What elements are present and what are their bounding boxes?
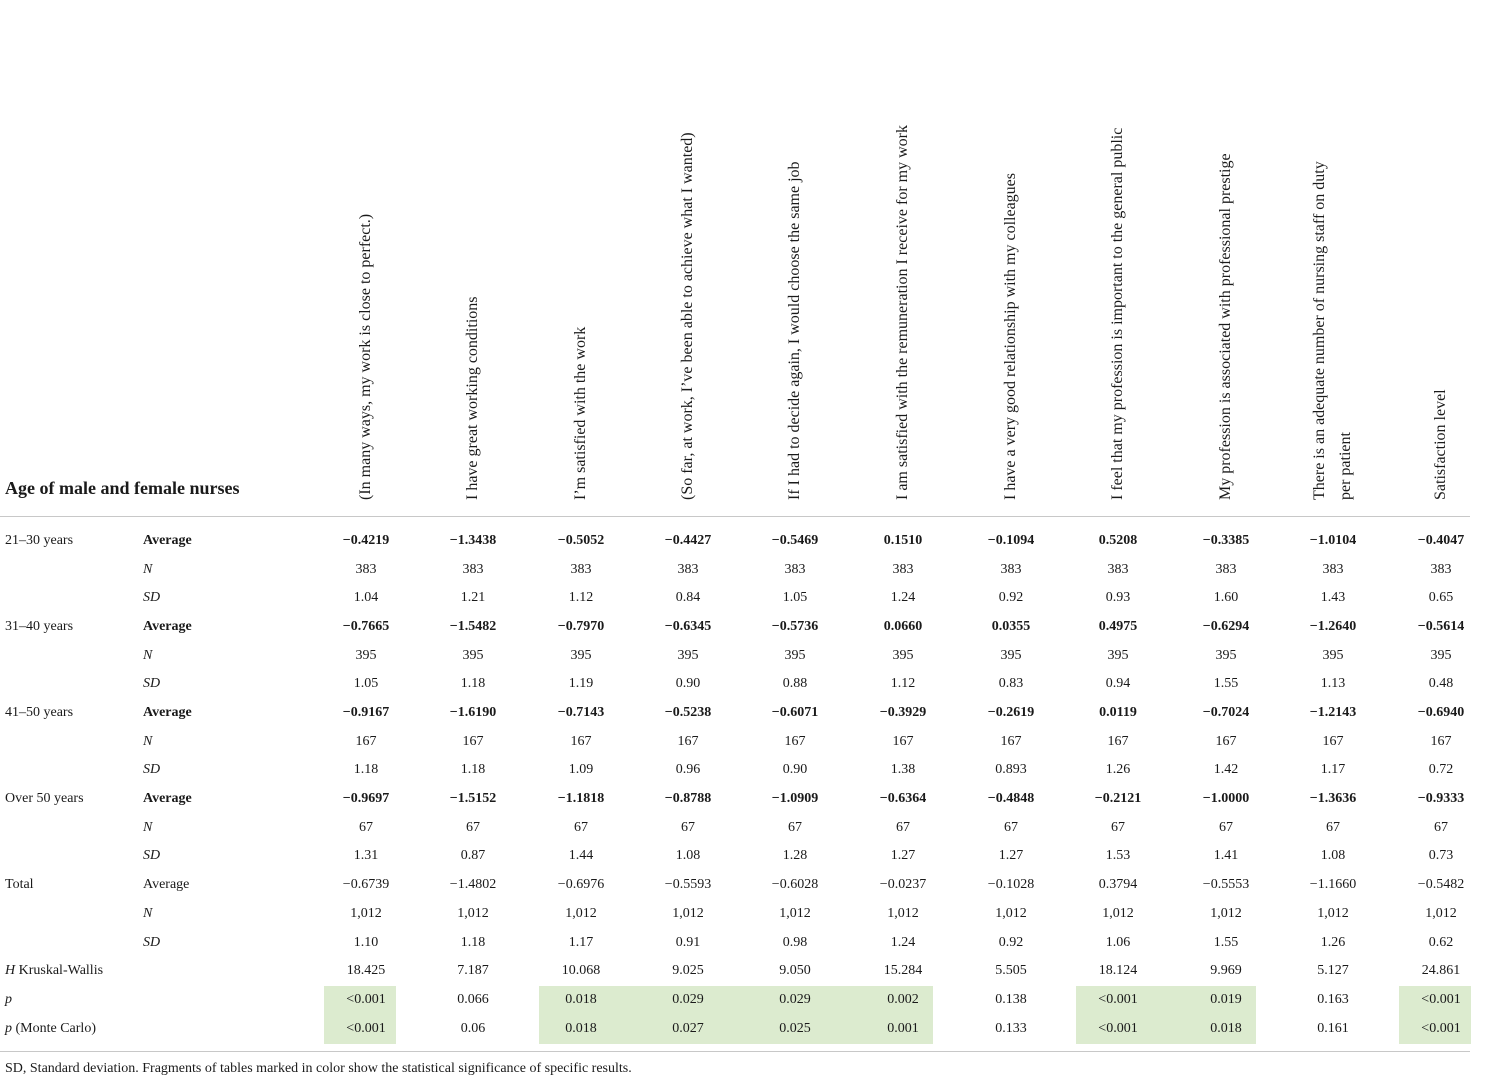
table-cell: 1.12: [890, 676, 916, 692]
table-cell: 67: [1434, 819, 1448, 835]
table-cell: 0.92: [998, 590, 1024, 606]
table-cell: 0.90: [782, 762, 808, 778]
table-cell: 395: [677, 647, 699, 663]
table-cell: 18.425: [346, 963, 386, 979]
table-cell: 0.48: [1428, 676, 1454, 692]
table-cell: 5.505: [995, 963, 1027, 979]
table-cell: <0.001: [1421, 991, 1461, 1007]
table-cell: −1.5482: [449, 619, 497, 635]
table-cell: 0.0355: [991, 619, 1031, 635]
table-cell: 1.42: [1213, 762, 1239, 778]
table-cell: −1.1818: [557, 791, 605, 807]
table-cell: −0.6976: [557, 877, 605, 893]
table-cell: 1.27: [998, 848, 1024, 864]
table-cell: 9.050: [779, 963, 811, 979]
table-cell: 1.12: [568, 590, 594, 606]
table-cell: −0.5238: [664, 705, 712, 721]
table-cell: 1.19: [568, 676, 594, 692]
table-cell: 0.84: [675, 590, 701, 606]
table-cell: −0.6028: [771, 877, 819, 893]
table-cell: 383: [1000, 561, 1022, 577]
table-cell: 1,012: [457, 905, 489, 921]
table-cell: 1.26: [1105, 762, 1131, 778]
table-cell: 395: [570, 647, 592, 663]
table-cell: <0.001: [346, 991, 386, 1007]
table-cell: 0.161: [1317, 1020, 1349, 1036]
table-cell: 383: [677, 561, 699, 577]
table-cell: 383: [1430, 561, 1452, 577]
table-cell: 1.21: [460, 590, 486, 606]
row-label: N: [143, 819, 153, 835]
column-header: I have a very good relationship with my colleagues: [1002, 172, 1019, 500]
table-cell: 1.53: [1105, 848, 1131, 864]
table-cell: 0.06: [460, 1020, 486, 1036]
table-cell: −0.9167: [342, 705, 390, 721]
row-label: N: [143, 905, 153, 921]
table-cell: 0.163: [1317, 991, 1349, 1007]
table-cell: 167: [1430, 733, 1452, 749]
table-cell: 0.002: [887, 991, 919, 1007]
age-group-label: 21–30 years: [5, 533, 74, 548]
column-header: I feel that my profession is important to the general public: [1109, 127, 1126, 500]
row-label: SD: [143, 762, 161, 778]
table-cell: 1.41: [1213, 848, 1239, 864]
table-cell: −1.0000: [1202, 791, 1250, 807]
table-cell: −0.2121: [1094, 791, 1142, 807]
table-cell: 383: [1215, 561, 1237, 577]
table-cell: 0.98: [782, 934, 808, 950]
table-cell: 1.13: [1320, 676, 1346, 692]
table-cell: 395: [1000, 647, 1022, 663]
table-cell: 9.025: [672, 963, 704, 979]
table-cell: 0.019: [1210, 991, 1242, 1007]
column-header: Satisfaction level: [1432, 389, 1449, 500]
table-cell: 7.187: [457, 963, 489, 979]
stat-name: (Monte Carlo): [12, 1020, 96, 1036]
table-cell: 0.62: [1428, 934, 1454, 950]
column-header: (So far, at work, I’ve been able to achieve what I wanted): [679, 132, 696, 500]
table-cell: 167: [1107, 733, 1129, 749]
table-cell: 67: [1326, 819, 1340, 835]
table-cell: 167: [462, 733, 484, 749]
age-group-label: Total: [5, 877, 34, 893]
table-cell: −0.5736: [771, 619, 819, 635]
table-cell: 383: [1107, 561, 1129, 577]
table-cell: −0.2619: [987, 705, 1035, 721]
table-cell: −0.5482: [1417, 877, 1465, 893]
table-cell: 0.018: [1210, 1020, 1242, 1036]
table-cell: −0.6345: [664, 619, 712, 635]
table-cell: 0.066: [457, 991, 489, 1007]
row-label: Average: [143, 791, 192, 807]
stat-name: Kruskal-Wallis: [15, 963, 104, 979]
table-cell: 18.124: [1098, 963, 1138, 979]
table-cell: 0.91: [675, 934, 701, 950]
table-cell: −0.7024: [1202, 705, 1250, 721]
stat-symbol: p: [5, 1020, 12, 1036]
table-cell: 383: [570, 561, 592, 577]
table-cell: 0.0660: [883, 619, 923, 635]
stat-symbol: H: [5, 963, 16, 979]
table-cell: 1,012: [887, 905, 919, 921]
table-cell: 395: [1107, 647, 1129, 663]
table-cell: 67: [359, 819, 373, 835]
table-cell: 1.44: [568, 848, 594, 864]
table-cell: 1.26: [1320, 934, 1346, 950]
table-cell: −0.5052: [557, 533, 605, 548]
row-label: Average: [143, 619, 192, 635]
table-cell: 1.04: [353, 590, 379, 606]
table-cell: 0.3794: [1098, 877, 1138, 893]
table-cell: −0.7970: [557, 619, 605, 635]
table-cell: 1.60: [1213, 590, 1239, 606]
table-cell: 1,012: [1102, 905, 1134, 921]
age-group-label: 41–50 years: [5, 705, 74, 721]
table-cell: 1.18: [460, 762, 486, 778]
table-cell: 167: [892, 733, 914, 749]
table-cell: 24.861: [1421, 963, 1461, 979]
table-cell: 383: [892, 561, 914, 577]
table-cell: −1.0104: [1309, 533, 1357, 548]
stat-symbol: p: [5, 991, 12, 1007]
row-label: N: [143, 733, 153, 749]
table-cell: 1,012: [565, 905, 597, 921]
table-cell: 0.5208: [1098, 533, 1138, 548]
table-cell: 167: [1000, 733, 1022, 749]
table-cell: −0.5553: [1202, 877, 1250, 893]
table-cell: 67: [681, 819, 695, 835]
table-cell: 1.09: [568, 762, 594, 778]
table-cell: −0.8788: [664, 791, 712, 807]
table-cell: 5.127: [1317, 963, 1349, 979]
table-cell: 15.284: [883, 963, 923, 979]
header-divider: [0, 516, 1470, 517]
table-cell: 1.18: [353, 762, 379, 778]
table-cell: 167: [570, 733, 592, 749]
table-cell: 1,012: [350, 905, 382, 921]
table-cell: 9.969: [1210, 963, 1242, 979]
table-cell: 1,012: [1317, 905, 1349, 921]
table-cell: 0.893: [995, 762, 1027, 778]
table-cell: 1.17: [568, 934, 594, 950]
table-cell: 167: [1215, 733, 1237, 749]
table-cell: 67: [1004, 819, 1018, 835]
table-cell: −0.9697: [342, 791, 390, 807]
table-cell: 395: [1430, 647, 1452, 663]
table-cell: −1.6190: [449, 705, 497, 721]
table-cell: 0.027: [672, 1020, 704, 1036]
table-cell: 395: [784, 647, 806, 663]
table-cell: 67: [896, 819, 910, 835]
column-header: I am satisfied with the remuneration I receive for my work: [894, 125, 911, 500]
table-cell: 1.05: [782, 590, 808, 606]
row-label: N: [143, 561, 153, 577]
column-header: If I had to decide again, I would choose the same job: [786, 161, 803, 500]
table-cell: 1,012: [672, 905, 704, 921]
table-cell: <0.001: [1098, 991, 1138, 1007]
table-cell: 1.55: [1213, 676, 1239, 692]
column-header: (In many ways, my work is close to perfect.): [357, 213, 374, 500]
table-cell: −0.4848: [987, 791, 1035, 807]
table-cell: −1.0909: [771, 791, 819, 807]
table-cell: 1.31: [353, 848, 379, 864]
table-corner-title: Age of male and female nurses: [5, 478, 240, 498]
row-label: Average: [143, 705, 192, 721]
table-cell: −0.4219: [342, 533, 390, 548]
row-label: SD: [143, 590, 161, 606]
table-cell: 0.138: [995, 991, 1027, 1007]
table-cell: 0.018: [565, 991, 597, 1007]
table-cell: 383: [1322, 561, 1344, 577]
table-cell: −0.6294: [1202, 619, 1250, 635]
table-cell: −1.2143: [1309, 705, 1357, 721]
table-cell: 1,012: [779, 905, 811, 921]
table-cell: −1.5152: [449, 791, 497, 807]
table-cell: 395: [1322, 647, 1344, 663]
column-header: There is an adequate number of nursing staff on duty: [1311, 161, 1328, 500]
table-cell: 67: [1111, 819, 1125, 835]
table-cell: 1.28: [782, 848, 808, 864]
stat-label: [5, 962, 103, 980]
table-cell: 0.90: [675, 676, 701, 692]
table-cell: −0.6071: [771, 705, 819, 721]
table-cell: 67: [1219, 819, 1233, 835]
table-cell: −0.9333: [1417, 791, 1465, 807]
table-cell: 1.17: [1320, 762, 1346, 778]
table-cell: 1.08: [1320, 848, 1346, 864]
table-cell: 0.87: [460, 848, 486, 864]
table-cell: −0.3385: [1202, 533, 1250, 548]
table-cell: −0.0237: [879, 877, 927, 893]
table-cell: 395: [355, 647, 377, 663]
table-cell: 167: [784, 733, 806, 749]
table-cell: 67: [574, 819, 588, 835]
table-cell: −1.1660: [1309, 877, 1357, 893]
table-cell: 0.025: [779, 1020, 811, 1036]
table-cell: −1.3636: [1309, 791, 1357, 807]
table-cell: 0.93: [1105, 590, 1131, 606]
table-cell: 0.4975: [1098, 619, 1138, 635]
table-cell: 1.24: [890, 590, 916, 606]
stat-label: [5, 1020, 96, 1038]
table-cell: 1.05: [353, 676, 379, 692]
age-group-label: Over 50 years: [5, 791, 84, 807]
table-cell: −0.6940: [1417, 705, 1465, 721]
table-cell: 1.55: [1213, 934, 1239, 950]
column-header: I have great working conditions: [464, 296, 481, 500]
table-cell: 0.88: [782, 676, 808, 692]
bottom-divider: [0, 1051, 1470, 1052]
age-group-label: 31–40 years: [5, 619, 74, 635]
table-cell: −1.3438: [449, 533, 497, 548]
table-cell: 167: [355, 733, 377, 749]
table-cell: 1.18: [460, 934, 486, 950]
table-cell: 0.133: [995, 1020, 1027, 1036]
table-cell: −0.5614: [1417, 619, 1465, 635]
table-cell: <0.001: [1098, 1020, 1138, 1036]
table-cell: 383: [355, 561, 377, 577]
table-cell: 1.08: [675, 848, 701, 864]
table-cell: −1.2640: [1309, 619, 1357, 635]
table-cell: −0.3929: [879, 705, 927, 721]
table-cell: 395: [1215, 647, 1237, 663]
table-cell: 0.1510: [883, 533, 923, 548]
row-label: Average: [143, 877, 190, 893]
table-cell: 0.029: [672, 991, 704, 1007]
table-cell: 0.029: [779, 991, 811, 1007]
table-cell: 0.73: [1428, 848, 1454, 864]
table-cell: <0.001: [1421, 1020, 1461, 1036]
table-cell: 0.018: [565, 1020, 597, 1036]
table-cell: −0.4047: [1417, 533, 1465, 548]
table-cell: 67: [788, 819, 802, 835]
table-cell: 0.65: [1428, 590, 1454, 606]
table-cell: −0.1028: [987, 877, 1035, 893]
table-cell: 0.72: [1428, 762, 1454, 778]
column-header: My profession is associated with professional prestige: [1217, 153, 1234, 500]
table-cell: 395: [462, 647, 484, 663]
table-cell: 1,012: [1210, 905, 1242, 921]
table-cell: 0.83: [998, 676, 1024, 692]
table-cell: −0.6739: [342, 877, 390, 893]
table-cell: 383: [784, 561, 806, 577]
table-cell: −0.7665: [342, 619, 390, 635]
table-cell: 167: [1322, 733, 1344, 749]
table-cell: 67: [466, 819, 480, 835]
table-cell: 395: [892, 647, 914, 663]
stat-label: [5, 991, 12, 1009]
table-cell: 1.43: [1320, 590, 1346, 606]
row-label: Average: [143, 533, 192, 548]
table-cell: 1.06: [1105, 934, 1131, 950]
table-cell: 1.27: [890, 848, 916, 864]
table-cell: 1.24: [890, 934, 916, 950]
table-cell: 1.38: [890, 762, 916, 778]
table-cell: 10.068: [561, 963, 601, 979]
table-cell: −0.6364: [879, 791, 927, 807]
table-cell: 0.94: [1105, 676, 1131, 692]
table-cell: −1.4802: [449, 877, 497, 893]
table-cell: −0.5469: [771, 533, 819, 548]
table-cell: −0.4427: [664, 533, 712, 548]
column-header: per patient: [1337, 432, 1354, 500]
table-cell: 1.18: [460, 676, 486, 692]
table-cell: 383: [462, 561, 484, 577]
table-cell: 0.0119: [1099, 705, 1137, 721]
table-cell: 167: [677, 733, 699, 749]
row-label: N: [143, 647, 153, 663]
row-label: SD: [143, 934, 161, 950]
column-header: I’m satisfied with the work: [572, 326, 589, 500]
table-cell: 0.96: [675, 762, 701, 778]
table-cell: 1,012: [1425, 905, 1457, 921]
table-cell: 1,012: [995, 905, 1027, 921]
table-cell: −0.7143: [557, 705, 605, 721]
table-footnote: SD, Standard deviation. Fragments of tables marked in color show the statistical significance of specific results.: [5, 1061, 632, 1076]
table-cell: 1.10: [353, 934, 379, 950]
row-label: SD: [143, 848, 161, 864]
table-cell: 0.92: [998, 934, 1024, 950]
table-cell: −0.1094: [987, 533, 1035, 548]
row-label: SD: [143, 676, 161, 692]
table-cell: <0.001: [346, 1020, 386, 1036]
table-cell: −0.5593: [664, 877, 712, 893]
table-cell: 0.001: [887, 1020, 919, 1036]
